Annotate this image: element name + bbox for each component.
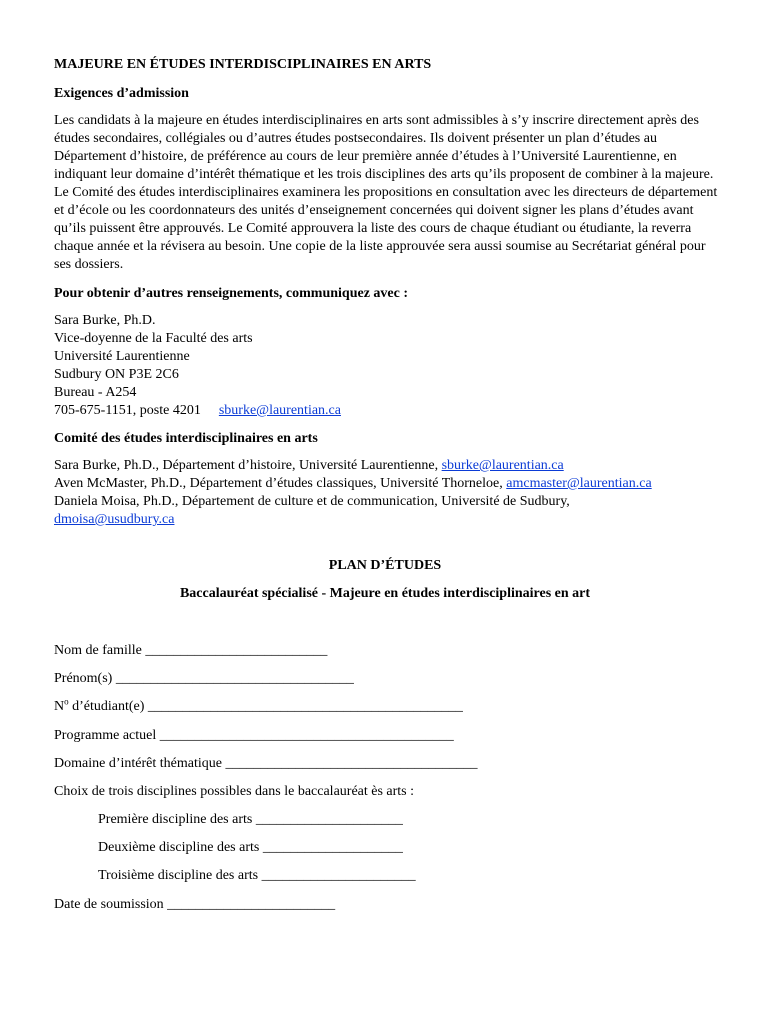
contact-email-link[interactable]: sburke@laurentian.ca <box>218 403 341 418</box>
committee-members <box>54 457 652 529</box>
committee-member: Daniela Moisa, Ph.D., Département de culture et de communication, Université de Sudbury, <box>54 494 570 509</box>
domain-field[interactable]: Domaine d’intérêt thématique ____________________________________ <box>54 756 478 771</box>
contact-phone: 705-675-1151, poste 4201 <box>54 403 201 418</box>
contact-office: Bureau - A254 <box>54 385 137 400</box>
committee-member: Sara Burke, Ph.D., Département d’histoire, Université Laurentienne, sburke@laurentian.ca <box>54 458 564 473</box>
admission-title: Exigences d’admission <box>54 86 189 101</box>
second-discipline-field[interactable]: Deuxième discipline des arts ____________________ <box>98 840 403 855</box>
contact-university: Université Laurentienne <box>54 349 190 364</box>
family-name-field[interactable]: Nom de famille __________________________ <box>54 643 328 658</box>
contact-city: Sudbury ON P3E 2C6 <box>54 367 179 382</box>
plan-title: PLAN D’ÉTUDES <box>328 558 442 573</box>
contact-phone-line <box>54 402 341 420</box>
third-discipline-field[interactable]: Troisième discipline des arts ______________________ <box>98 868 416 883</box>
document-heading: MAJEURE EN ÉTUDES INTERDISCIPLINAIRES EN ARTS <box>54 57 432 72</box>
contact-role: Vice-doyenne de la Faculté des arts <box>54 331 253 346</box>
committee-member: Aven McMaster, Ph.D., Département d’études classiques, Université Thorneloe, amcmaster@laurentian.ca <box>54 476 652 491</box>
member-email-link[interactable]: amcmaster@laurentian.ca <box>506 476 652 491</box>
student-number-field[interactable]: $N^o$ d’étudiant(e) _____________________________________________ <box>54 696 463 714</box>
plan-subtitle: Baccalauréat spécialisé - Majeure en études interdisciplinaires en art <box>179 586 591 601</box>
contact-name: Sara Burke, Ph.D. <box>54 313 156 328</box>
committee-title: Comité des études interdisciplinaires en arts <box>54 431 318 446</box>
committee-member-email-line <box>54 511 652 529</box>
contact-title: Pour obtenir d’autres renseignements, communiquez avec : <box>54 286 408 301</box>
member-email-link[interactable]: dmoisa@usudbury.ca <box>54 512 175 527</box>
contact-block <box>54 312 341 420</box>
member-email-link[interactable]: sburke@laurentian.ca <box>441 458 564 473</box>
submission-date-field[interactable]: Date de soumission ________________________ <box>54 897 336 912</box>
admission-paragraph: Les candidats à la majeure en études interdisciplinaires en arts sont admissibles à s’y inscrire directement après des études secondaires, collégiales ou d’autres études postsecondaires. Ils doivent présenter un plan d’études au Département d’histoire, de préférence au cours de leur première année d’études à l’Université Laurentienne, en indiquant leur domaine d’intérêt thématique et les trois disciplines des arts qu’ils proposent de combiner à la majeure. Le Comité des études interdisciplinaires examinera les propositions en consultation avec les directeurs de département et d’école ou les coordonnateurs des unités d’enseignement concernées qui doivent signer les plans d’études avant qu’ils puissent être approuvés. Le Comité approuvera la liste des cours de chaque étudiant ou étudiante, la reverra chaque année et la révisera au besoin. Une copie de la liste approuvée sera aussi soumise au Secrétariat général pour ses dossiers. <box>54 113 718 272</box>
first-discipline-field[interactable]: Première discipline des arts _____________________ <box>98 812 403 827</box>
disciplines-choice-label: Choix de trois disciplines possibles dans le baccalauréat ès arts : <box>54 784 415 799</box>
program-field[interactable]: Programme actuel __________________________________________ <box>54 728 454 743</box>
first-names-field[interactable]: Prénom(s) __________________________________ <box>54 671 354 686</box>
